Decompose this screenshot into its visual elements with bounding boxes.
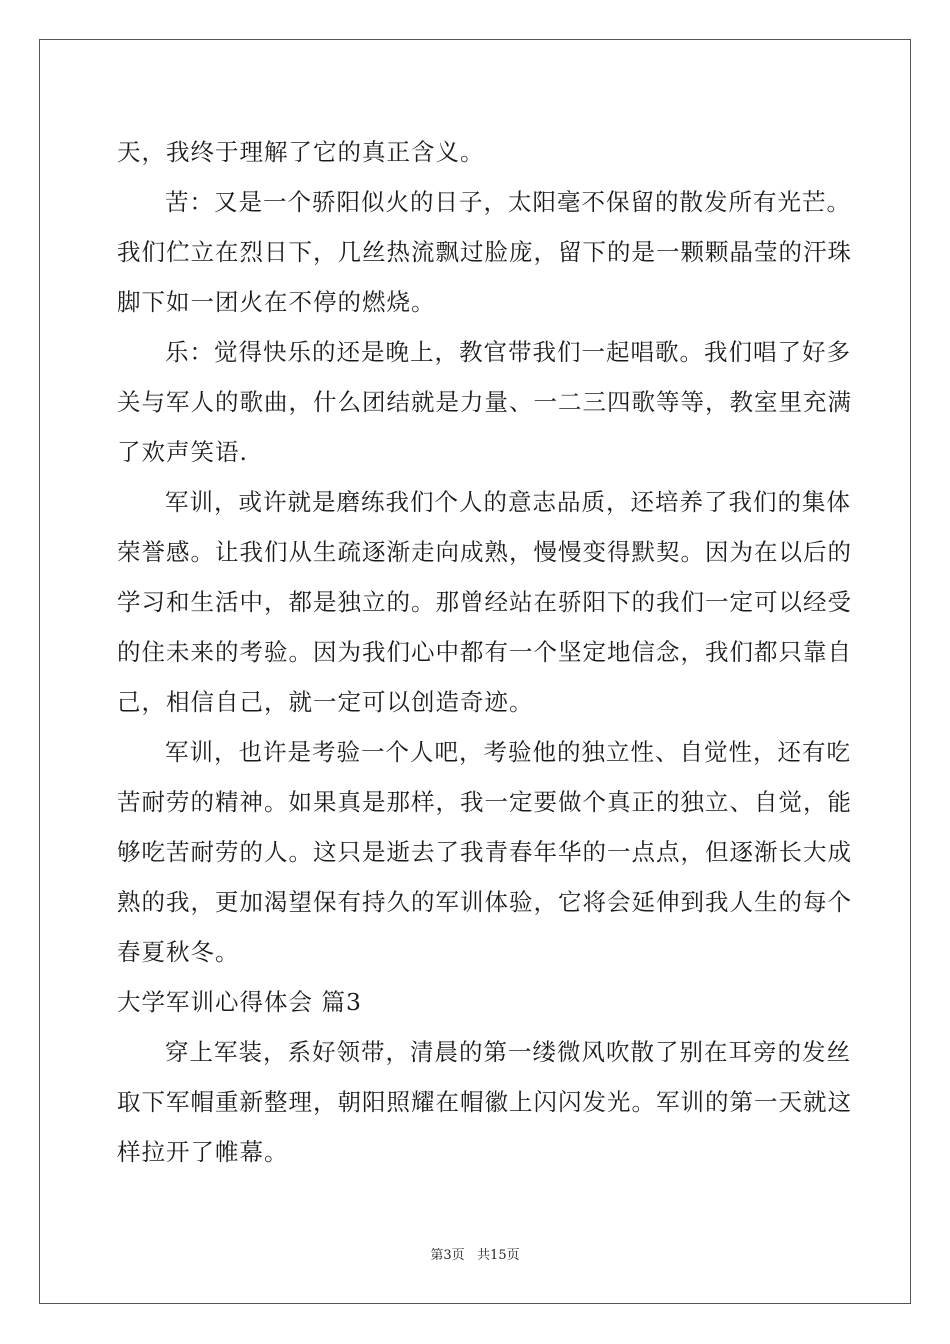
section-heading: 大学军训心得体会 篇3 — [117, 988, 362, 1016]
paragraph-line: 荣誉感。让我们从生疏逐渐走向成熟，慢慢变得默契。因为在以后的 — [117, 538, 852, 566]
page-number: 第3页 共15页 — [430, 1248, 520, 1263]
paragraph-line: 了欢声笑语. — [117, 438, 248, 466]
paragraph-line: 学习和生活中，都是独立的。那曾经站在骄阳下的我们一定可以经受 — [117, 588, 852, 616]
paragraph-line: 春夏秋冬。 — [117, 938, 240, 966]
paragraph-line: 关与军人的歌曲，什么团结就是力量、一二三四歌等等，教室里充满 — [117, 388, 852, 416]
paragraph-line: 够吃苦耐劳的人。这只是逝去了我青春年华的一点点，但逐渐长大成 — [117, 838, 852, 866]
paragraph-line: 熟的我，更加渴望保有持久的军训体验，它将会延伸到我人生的每个 — [117, 888, 852, 916]
paragraph-line: 样拉开了帷幕。 — [117, 1138, 289, 1166]
paragraph-line: 穿上军装，系好领带，清晨的第一缕微风吹散了别在耳旁的发丝 — [165, 1038, 851, 1066]
paragraph-line: 脚下如一团火在不停的燃烧。 — [117, 288, 436, 316]
paragraph-line: 取下军帽重新整理，朝阳照耀在帽徽上闪闪发光。军训的第一天就这 — [117, 1088, 852, 1116]
paragraph-line: 天，我终于理解了它的真正含义。 — [117, 138, 485, 166]
page-footer — [0, 1244, 950, 1263]
document-body — [117, 127, 852, 1177]
paragraph-line: 军训，也许是考验一个人吧，考验他的独立性、自觉性，还有吃 — [165, 738, 851, 766]
paragraph-line: 我们伫立在烈日下，几丝热流飘过脸庞，留下的是一颗颗晶莹的汗珠 — [117, 238, 852, 266]
paragraph-line: 军训，或许就是磨练我们个人的意志品质，还培养了我们的集体 — [165, 488, 851, 516]
paragraph-line: 的住未来的考验。因为我们心中都有一个坚定地信念，我们都只靠自 — [117, 638, 852, 666]
paragraph-line: 己，相信自己，就一定可以创造奇迹。 — [117, 688, 534, 716]
paragraph-line: 乐：觉得快乐的还是晚上，教官带我们一起唱歌。我们唱了好多 — [165, 338, 851, 366]
paragraph-line: 苦耐劳的精神。如果真是那样，我一定要做个真正的独立、自觉，能 — [117, 788, 852, 816]
paragraph-line: 苦：又是一个骄阳似火的日子，太阳毫不保留的散发所有光芒。 — [165, 188, 851, 216]
